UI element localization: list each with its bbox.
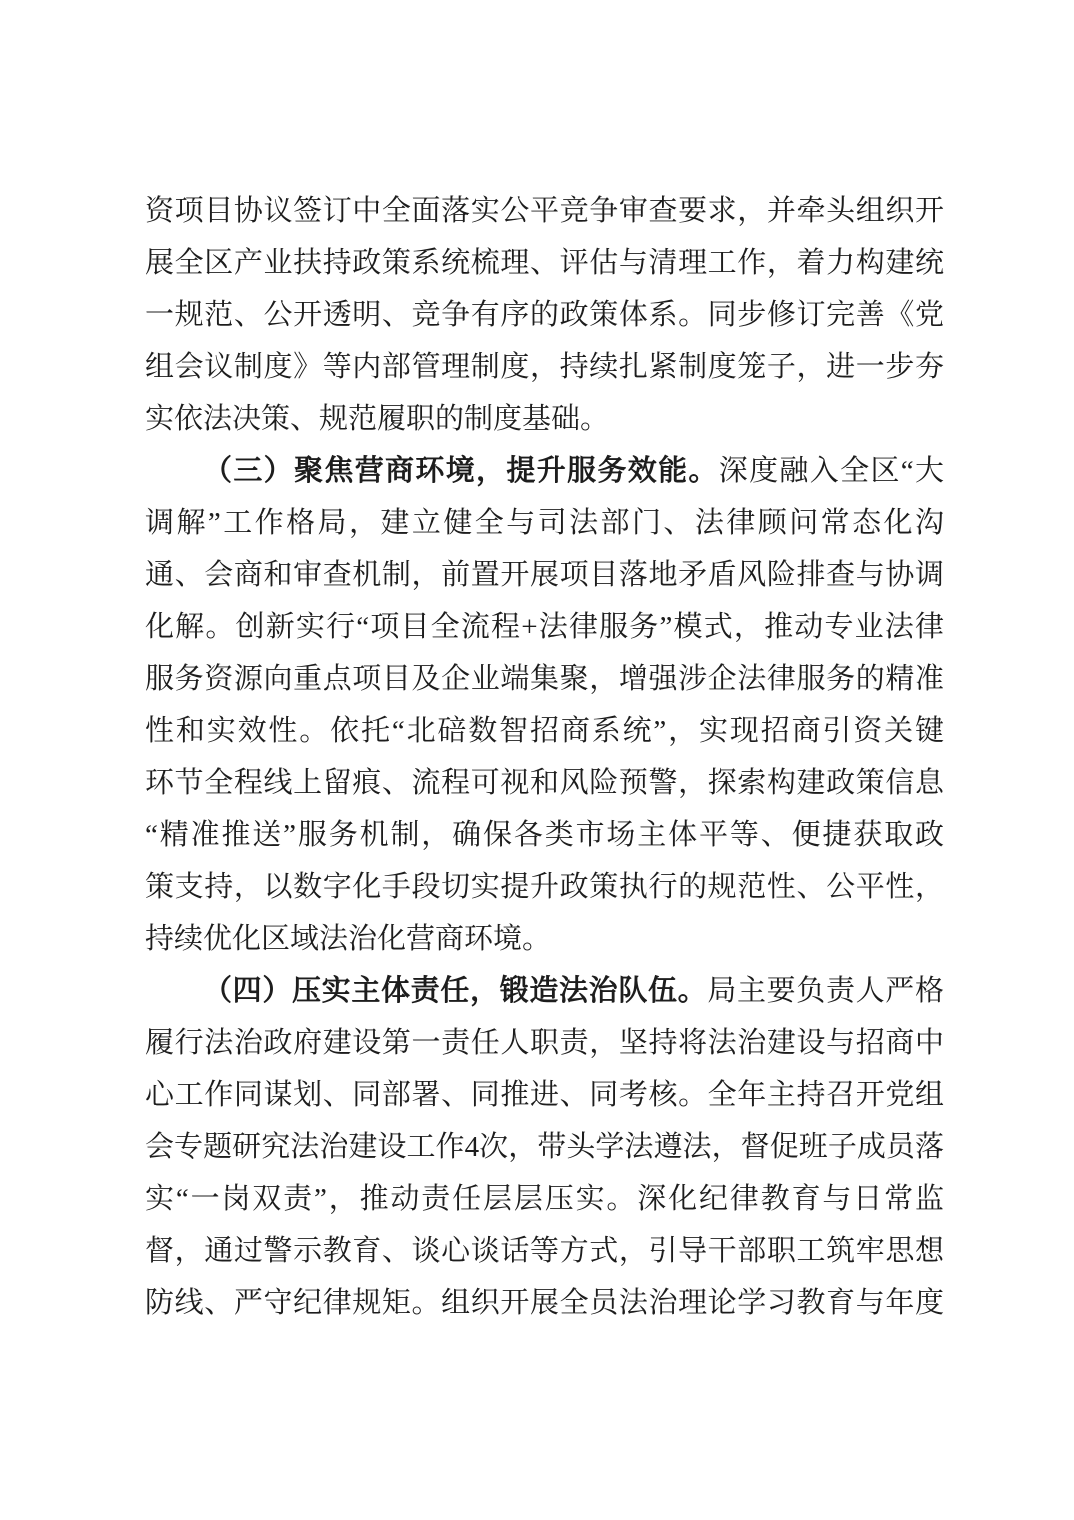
text-line: 履行法治政府建设第一责任人职责，坚持将法治建设与招商中 — [145, 1027, 944, 1059]
text-line: 实依法决策、规范履职的制度基础。 — [145, 403, 610, 435]
text-line: 组会议制度》等内部管理制度，持续扎紧制度笼子，进一步夯 — [145, 351, 944, 383]
text-line: 化解。创新实行“项目全流程+法律服务”模式，推动专业法律 — [145, 611, 944, 643]
text-line: 调解”工作格局，建立健全与司法部门、法律顾问常态化沟 — [145, 507, 944, 539]
text-line: 心工作同谋划、同部署、同推进、同考核。全年主持召开党组 — [145, 1079, 944, 1111]
text-line: 会专题研究法治建设工作4次，带头学法遵法，督促班子成员落 — [145, 1131, 944, 1163]
text-line: 服务资源向重点项目及企业端集聚，增强涉企法律服务的精准 — [145, 663, 944, 695]
text-line: 性和实效性。依托“北碚数智招商系统”，实现招商引资关键 — [145, 715, 944, 747]
text-line: 展全区产业扶持政策系统梳理、评估与清理工作，着力构建统 — [145, 247, 944, 279]
paragraph-continuation — [145, 185, 944, 445]
text-line: 资项目协议签订中全面落实公平竞争审查要求，并牵头组织开 — [145, 195, 944, 227]
text-line: “精准推送”服务机制，确保各类市场主体平等、便捷获取政 — [145, 819, 944, 851]
text-line: （四）压实主体责任，锻造法治队伍。局主要负责人严格 — [203, 975, 944, 1007]
document-body — [145, 185, 944, 1329]
paragraph-section-3 — [145, 445, 944, 965]
text-line: 环节全程线上留痕、流程可视和风险预警，探索构建政策信息 — [145, 767, 944, 799]
text-line: 一规范、公开透明、竞争有序的政策体系。同步修订完善《党 — [145, 299, 944, 331]
text-line: 防线、严守纪律规矩。组织开展全员法治理论学习教育与年度 — [145, 1287, 944, 1319]
text-line: 实“一岗双责”，推动责任层层压实。深化纪律教育与日常监 — [145, 1183, 944, 1215]
text-line: （三）聚焦营商环境，提升服务效能。深度融入全区“大 — [203, 455, 944, 487]
text-line: 督，通过警示教育、谈心谈话等方式，引导干部职工筑牢思想 — [145, 1235, 944, 1267]
paragraph-section-4 — [145, 965, 944, 1329]
text-line: 策支持，以数字化手段切实提升政策执行的规范性、公平性， — [145, 871, 944, 903]
text-line: 持续优化区域法治化营商环境。 — [145, 923, 552, 955]
section-heading: （三）聚焦营商环境，提升服务效能。 — [203, 455, 719, 487]
text-line: 通、会商和审查机制，前置开展项目落地矛盾风险排查与协调 — [145, 559, 944, 591]
section-heading: （四）压实主体责任，锻造法治队伍。 — [203, 975, 708, 1007]
